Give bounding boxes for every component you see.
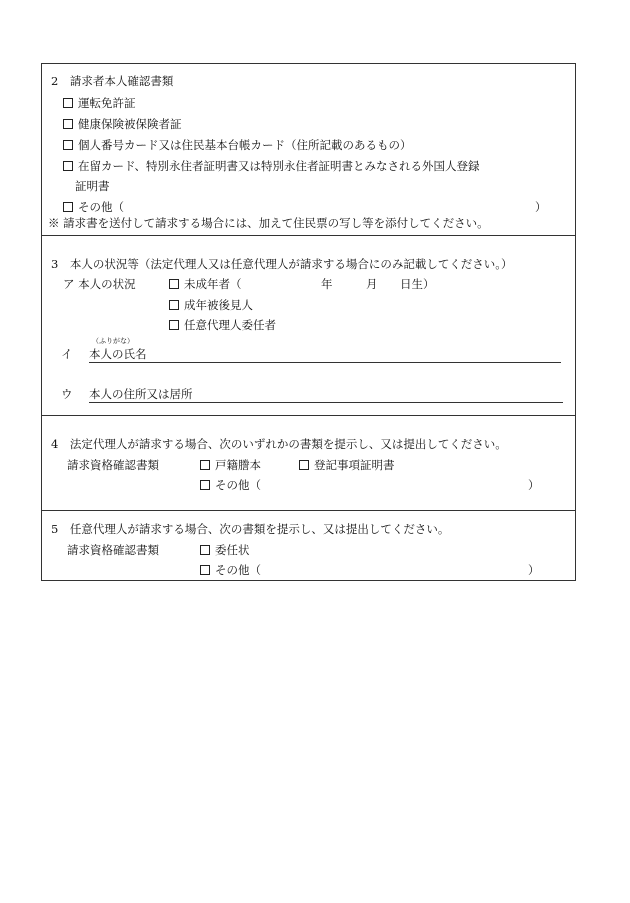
- section-4-legal-agent: [42, 415, 575, 511]
- section-2-title: 2 請求者本人確認書類: [51, 74, 174, 88]
- option-other-close: ）: [535, 200, 547, 214]
- status-label: ア 本人の状況: [63, 277, 136, 291]
- furigana-label: （ふりがな）: [92, 337, 134, 345]
- checkbox[interactable]: [200, 480, 210, 490]
- person-name-label: 本人の氏名: [89, 347, 147, 361]
- checkbox[interactable]: [63, 161, 73, 171]
- option-registry-certificate[interactable]: 登記事項証明書: [299, 457, 395, 473]
- section-2-identity-documents: [42, 64, 575, 235]
- birth-month-label: 月: [366, 277, 378, 291]
- section-5-doc-label: 請求資格確認書類: [67, 543, 159, 557]
- option-power-of-attorney[interactable]: 委任状: [200, 542, 250, 558]
- birth-year-label: 年: [321, 277, 333, 291]
- checkbox[interactable]: [169, 279, 179, 289]
- option-other[interactable]: その他（: [63, 199, 124, 215]
- item-i-label: イ: [61, 347, 73, 361]
- checkbox[interactable]: [63, 98, 73, 108]
- section-3-person-status: [42, 235, 575, 416]
- section-5-title: 5 任意代理人が請求する場合、次の書類を提示し、又は提出してください。: [51, 522, 450, 536]
- checkbox[interactable]: [63, 119, 73, 129]
- option-other-close: ）: [528, 563, 540, 577]
- checkbox[interactable]: [169, 300, 179, 310]
- option-family-register[interactable]: 戸籍謄本: [200, 457, 261, 473]
- person-name-field[interactable]: [89, 362, 561, 363]
- option-other[interactable]: その他（: [200, 477, 261, 493]
- option-other[interactable]: その他（: [200, 562, 261, 578]
- birth-day-label: 日生）: [400, 277, 435, 291]
- option-health-insurance-card[interactable]: 健康保険被保険者証: [63, 116, 182, 132]
- checkbox[interactable]: [63, 140, 73, 150]
- option-drivers-license[interactable]: 運転免許証: [63, 95, 136, 111]
- person-address-label: 本人の住所又は居所: [89, 387, 193, 401]
- option-my-number-card[interactable]: 個人番号カード又は住民基本台帳カード（住所記載のあるもの）: [63, 137, 412, 153]
- checkbox[interactable]: [63, 202, 73, 212]
- option-principal-of-agent[interactable]: 任意代理人委任者: [169, 317, 276, 333]
- request-form-frame: [41, 63, 576, 581]
- option-minor[interactable]: 未成年者（: [169, 276, 242, 292]
- checkbox[interactable]: [200, 545, 210, 555]
- section-2-note: ※ 請求書を送付して請求する場合には、加えて住民票の写し等を添付してください。: [48, 216, 489, 230]
- item-u-label: ウ: [61, 387, 73, 401]
- section-4-title: 4 法定代理人が請求する場合、次のいずれかの書類を提示し、又は提出してください。: [51, 437, 507, 451]
- section-3-title: 3 本人の状況等（法定代理人又は任意代理人が請求する場合にのみ記載してください。）: [51, 257, 513, 271]
- checkbox[interactable]: [299, 460, 309, 470]
- option-residence-card[interactable]: 在留カード、特別永住者証明書又は特別永住者証明書とみなされる外国人登録: [63, 158, 479, 174]
- checkbox[interactable]: [200, 460, 210, 470]
- checkbox[interactable]: [200, 565, 210, 575]
- option-residence-card-cont: 証明書: [75, 179, 110, 193]
- section-5-voluntary-agent: [42, 510, 575, 583]
- section-4-doc-label: 請求資格確認書類: [67, 458, 159, 472]
- person-address-field[interactable]: [89, 402, 563, 403]
- option-adult-ward[interactable]: 成年被後見人: [169, 297, 253, 313]
- option-other-close: ）: [528, 478, 540, 492]
- checkbox[interactable]: [169, 320, 179, 330]
